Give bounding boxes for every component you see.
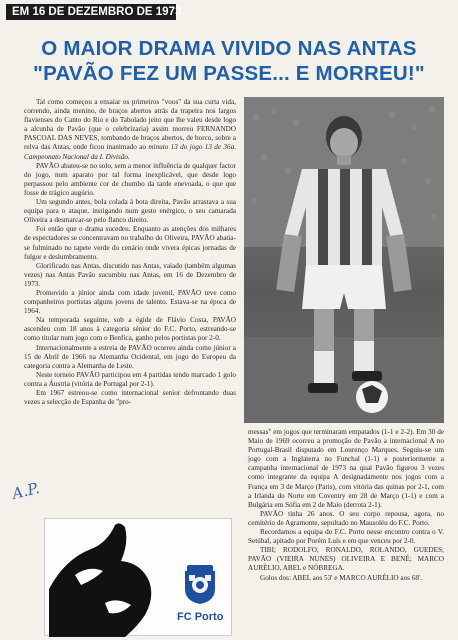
paragraph: PAVÃO abateu-se no solo, sem a menor influência de qualquer factor do jogo, num aparato por tal forma inexplicável, que desde logo perpassou pelo ambiente cor de chumbo da tarde enevoada, o que que fosse de trágico augúrio. (24, 161, 236, 197)
fc-porto-logo-panel (44, 518, 232, 636)
paragraph: Um segundo antes, bola colada à bota direita, Pavão arrastava a sua equipa para o ataque, instigando num gesto enérgico, o seu camarada Oliveira a desmarcar-se pelo flanco direito. (24, 198, 236, 225)
paragraph-text: Tal como começou a ensaiar os primeiros "voos" da sua curta vida, correndo, ainda menino, de braços abertos atrás da trapeira nos largos flavienses do Canto do Rio e do Tabolado jeito que lhe valeu desde logo a alcunha de Pavão (que o celebrizaria) assim morreu FERNANDO PASCOAL DAS NEVES, tombando de braços abertos, de borco, sobre a relva das Antas, onde ficou inanimado ao (24, 98, 236, 152)
paragraph: Em 1967 estreou-se como internacional senior defrontando duas vezes a selecção de Espanha de "pro- (24, 389, 236, 407)
paragraph: Recordamos a equipa do F.C. Porto nesse encontro contra o V. Setúbal, apitado por Porém Luís e em que venceu por 2-0. (248, 528, 444, 546)
left-text-column (24, 98, 236, 407)
right-text-column (248, 428, 444, 583)
paragraph: Internacionalmente a estreia de PAVÃO ocorreu ainda como júnior a 15 de Abril de 1966 na Alemanha Ocidental, em jogo do Europeu da categoria contra a Alemanha de Leste. (24, 343, 236, 370)
headline-line-1: O MAIOR DRAMA VIVIDO NAS ANTAS (41, 37, 417, 60)
paragraph: Neste torneio PAVÃO participou em 4 partidas tendo marcado 1 golo contra a Áustria (vitória de Portugal por 2-1). (24, 370, 236, 388)
paragraph: Promovido a júnior ainda com idade juvenil, PAVÃO teve como companheiros portistas alguns jovens de talento. Estava-se na época de 1964. (24, 288, 236, 316)
fc-porto-wordmark: FC Porto (177, 611, 224, 623)
paragraph: Na temporada seguinte, sob a égide de Flávio Costa, PAVÃO ascendeu com 18 anos à categoria sénior do F.C. Porto, estreando-se como titular num jogo com o Benfica, ganho pelos portistas por 2-0. (24, 316, 236, 343)
paragraph-emphasis: minuto 13 do jogo 13 de 36a. Campeonato Nacional da I. Divisão. (24, 143, 237, 161)
paragraph: Glorificado nas Antas, discutido nas Antas, vaiado (também algumas vezes) nas Antas Pavão sucumbiu nas Antas, em 16 de Dezembro de 1973. (24, 261, 236, 288)
dateline: EM 16 DE DEZEMBRO DE 1973 (6, 4, 176, 20)
player-photo (244, 97, 444, 423)
paragraph: TIBI; RODOLFO, RONALDO, ROLANDO, GUEDES; PAVÃO (VIEIRA NUNES) OLIVEIRA E BENÉ; MARCO AURÉLIO, ABEL e NÓBREGA. (248, 546, 444, 573)
paragraph: Foi então que o drama sucedeu. Enquanto as atenções dos milhares de espectadores se concentravam no trabalho do Oliveira, PAVÃO abatia-se fulminado no tapete verde do cenário onde vivera épicas jornadas de fulgor e deslumbramento. (24, 225, 236, 261)
paragraph: Golos dos: ABEL aos 53' e MARCO AURÉLIO aos 68'. (260, 573, 423, 582)
paragraph: PAVÃO tinha 26 anos. O seu corpo repousa, agora, no cemitério de Agramonte, sepultado no Mausoléu do F.C. Porto. (248, 509, 444, 527)
headline-line-2: "PAVÃO FEZ UM PASSE... E MORREU!" (33, 62, 425, 85)
paragraph: messas" em jogos que terminaram empatados (1-1 e 2-2). Em 30 de Maio de 1969 ocorreu a promoção de Pavão a internacional A no Portugal-Brasil disputado em Lourenço Marques. Seguiu-se um jogo com a Inglaterra no Funchal (1-1) e posteriormente a campanha internacional de 1973 na qual Pavão figurou 3 vezes como integrante da equipa A designadamente nos jogos com a França em 3 de Março (Paris), com vitória das quinas por 2-1, com a Irlanda do Norte em Coventry em 28 de Março (1-1) e com a Bulgária em Sófia em 2 de Maio (derrota 2-1). (248, 428, 444, 509)
paragraph (24, 98, 236, 162)
player-photo-illustration (244, 97, 444, 423)
signature: A.P. (10, 478, 42, 504)
fc-porto-crest-icon (183, 565, 217, 605)
